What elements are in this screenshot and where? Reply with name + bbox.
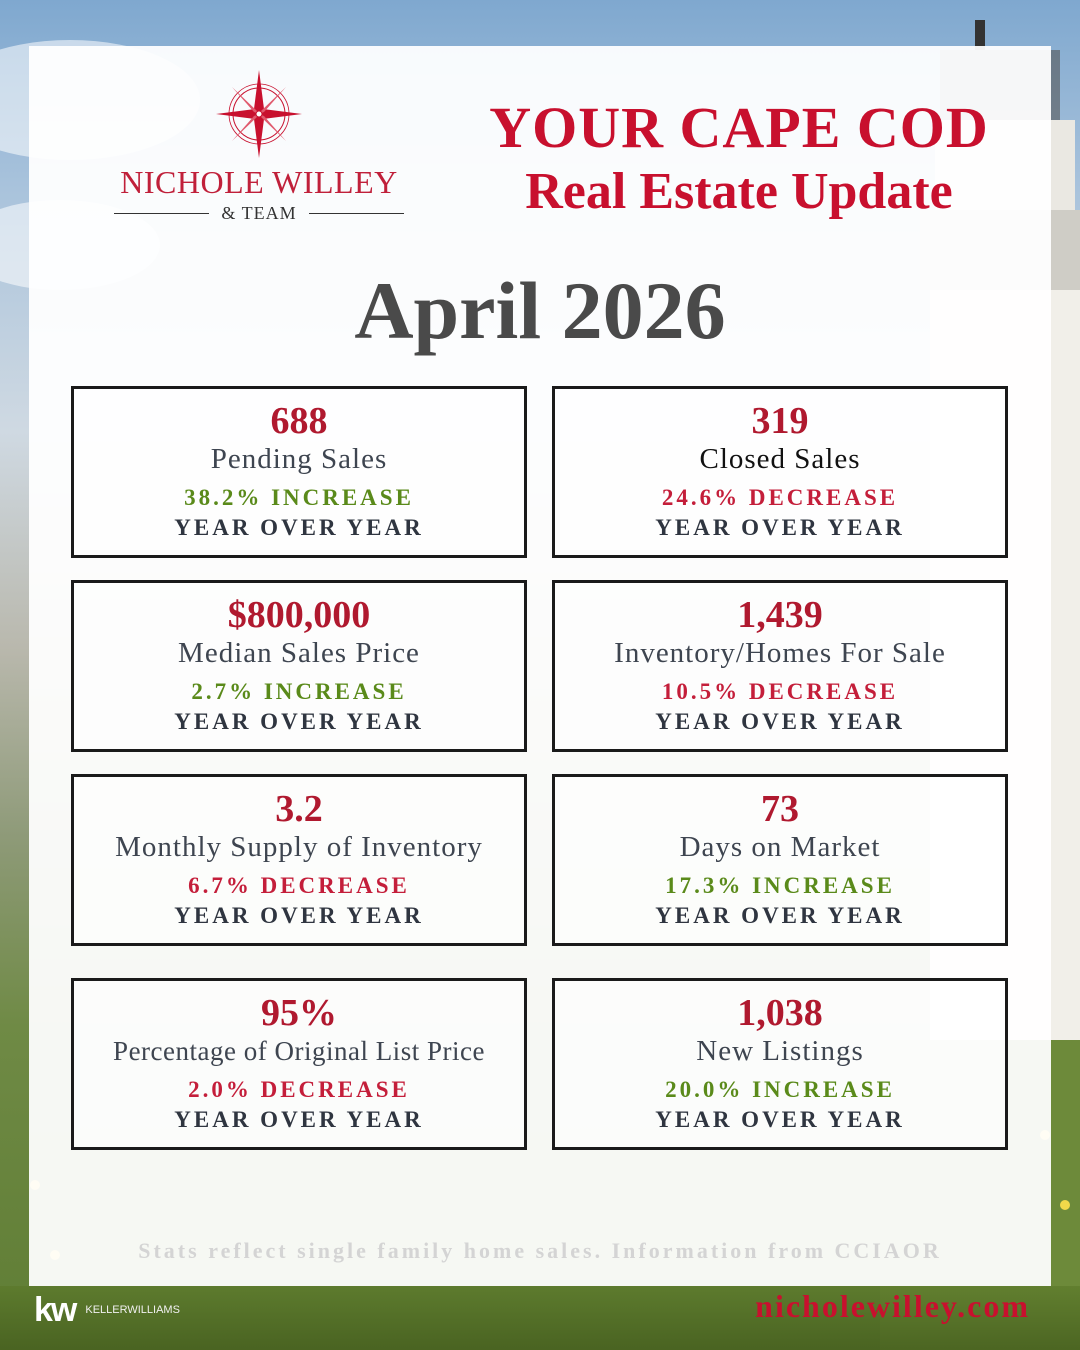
stat-value: 1,038 xyxy=(737,992,823,1034)
stat-yoy: YEAR OVER YEAR xyxy=(174,515,424,540)
stat-yoy: YEAR OVER YEAR xyxy=(655,709,905,734)
stat-value: 1,439 xyxy=(737,594,823,636)
website-link[interactable]: nicholewilley.com xyxy=(755,1288,1030,1324)
brand-team-row xyxy=(109,203,409,224)
headline-line-2: Real Estate Update xyxy=(525,163,953,220)
stat-change: 10.5% DECREASE xyxy=(661,679,899,704)
stat-label: Percentage of Original List Price xyxy=(113,1036,485,1066)
source-footnote: Stats reflect single family home sales. Information from CCIAOR xyxy=(138,1238,942,1263)
divider xyxy=(309,213,404,214)
stat-days-on-market xyxy=(552,774,1008,946)
stat-value: 3.2 xyxy=(275,788,323,830)
stat-label: Days on Market xyxy=(679,831,881,863)
stat-yoy: YEAR OVER YEAR xyxy=(655,1107,905,1132)
kw-mark: kw xyxy=(34,1290,76,1329)
stat-value: 73 xyxy=(761,788,799,830)
stat-value: 95% xyxy=(261,992,337,1034)
report-month: April 2026 xyxy=(354,265,726,356)
stat-yoy: YEAR OVER YEAR xyxy=(655,515,905,540)
stat-yoy: YEAR OVER YEAR xyxy=(655,903,905,928)
stat-yoy: YEAR OVER YEAR xyxy=(174,903,424,928)
stat-label: Median Sales Price xyxy=(178,637,420,669)
stat-label: Closed Sales xyxy=(699,443,861,475)
stat-yoy: YEAR OVER YEAR xyxy=(174,709,424,734)
brand-name: NICHOLE WILLEY xyxy=(120,164,398,200)
stat-inventory xyxy=(552,580,1008,752)
compass-rose-icon xyxy=(214,68,304,160)
stat-pending-sales xyxy=(71,386,527,558)
stat-yoy: YEAR OVER YEAR xyxy=(174,1107,424,1132)
stat-closed-sales xyxy=(552,386,1008,558)
stat-percent-list-price xyxy=(71,978,527,1150)
brand-team: & TEAM xyxy=(221,203,297,223)
stat-monthly-supply xyxy=(71,774,527,946)
stat-change: 38.2% INCREASE xyxy=(184,485,414,510)
divider xyxy=(114,213,209,214)
keller-williams-logo xyxy=(34,1290,180,1330)
stat-change: 24.6% DECREASE xyxy=(661,485,899,510)
stat-label: Monthly Supply of Inventory xyxy=(115,831,483,863)
stat-value: $800,000 xyxy=(227,594,371,636)
stat-change: 2.0% DECREASE xyxy=(188,1077,410,1102)
stat-value: 688 xyxy=(270,400,328,442)
flower xyxy=(1060,1200,1070,1210)
stat-new-listings xyxy=(552,978,1008,1150)
stat-change: 17.3% INCREASE xyxy=(665,873,895,898)
update-card xyxy=(29,46,1051,1286)
kw-text: KELLERWILLIAMS xyxy=(85,1304,180,1316)
stat-median-sales-price xyxy=(71,580,527,752)
stat-label: New Listings xyxy=(696,1035,864,1067)
stat-change: 6.7% DECREASE xyxy=(188,873,410,898)
stat-value: 319 xyxy=(751,400,809,442)
headline-line-1: YOUR CAPE COD xyxy=(489,95,989,160)
brand-logo xyxy=(109,68,409,268)
headline xyxy=(429,96,1049,224)
stat-label: Inventory/Homes For Sale xyxy=(614,637,946,669)
stat-change: 2.7% INCREASE xyxy=(191,679,407,704)
stat-change: 20.0% INCREASE xyxy=(665,1077,895,1102)
stat-label: Pending Sales xyxy=(210,443,388,475)
